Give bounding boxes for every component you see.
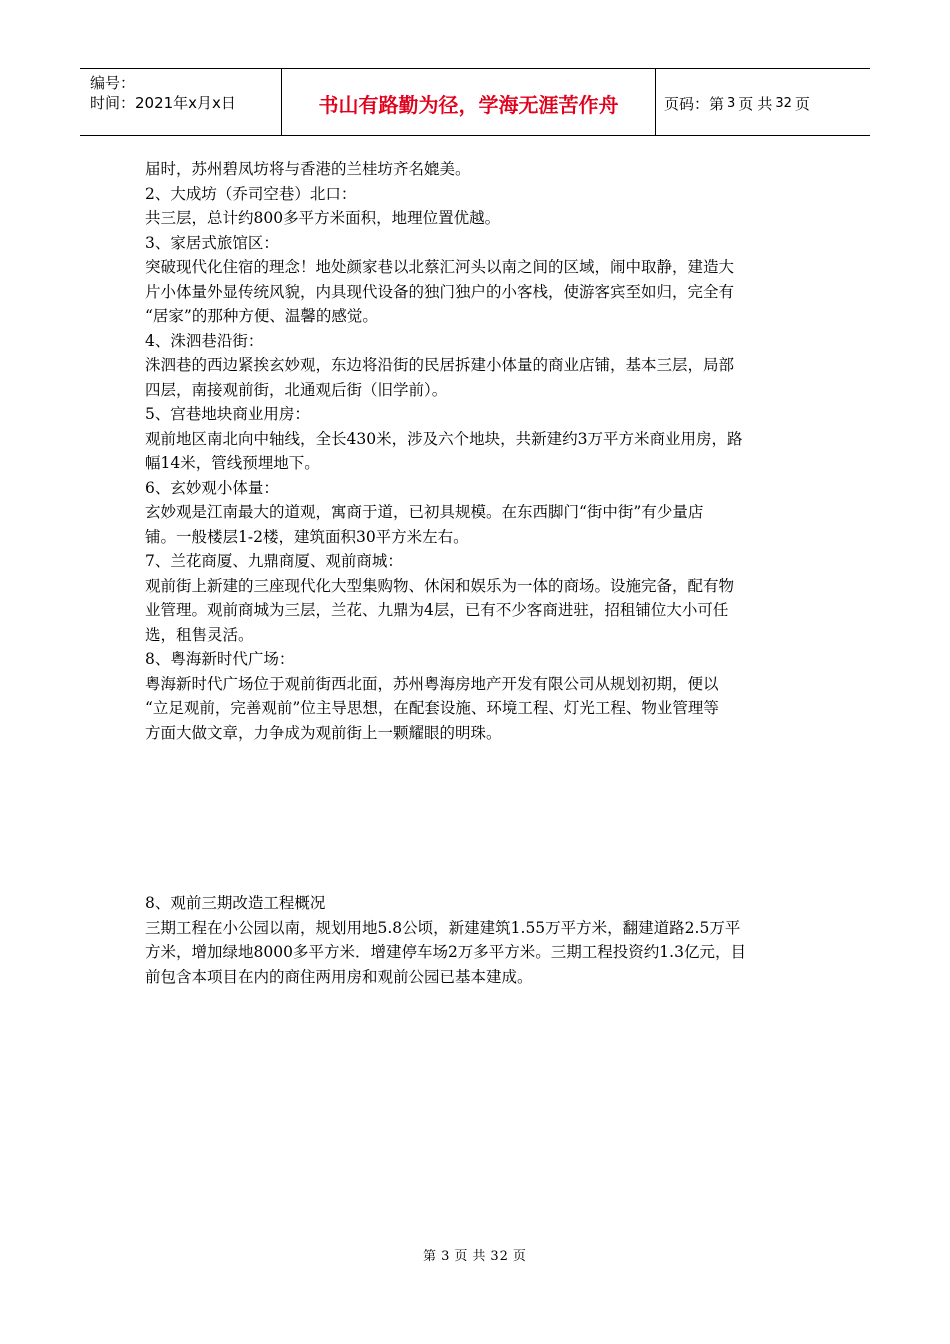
text-line: 观前地区南北向中轴线，全长430米，涉及六个地块，共新建约3万平方米商业用房，路 [145,429,743,448]
header-page-current: 3 [727,95,736,111]
text-line: 共三层，总计约800多平方米面积，地理位置优越。 [145,209,501,227]
body-section-2 [145,891,805,989]
blank-gap [145,745,805,891]
header-page-prefix: 页码：第 [664,94,725,113]
document-body [145,157,805,989]
text-line: 方米，增加绿地8000多平方米．增建停车场2万多平方米。三期工程投资约1.3亿元，目 [145,943,746,961]
text-line: 观前街上新建的三座现代化大型集购物、休闲和娱乐为一体的商场。设施完备，配有物 [145,576,735,595]
text-line: 6、玄妙观小体量： [145,478,279,497]
text-line: 5、宫巷地块商业用房： [145,405,310,423]
text-line: 片小体量外显传统风貌，内具现代设备的独门独户的小客栈，使游客宾至如归，完全有 [145,282,735,301]
header-page-indicator [656,69,870,135]
page-footer [0,1245,950,1264]
text-line: 粤海新时代广场位于观前街西北面，苏州粤海房地产开发有限公司从规划初期，便以 [145,674,719,693]
document-time-label: 时间：2021年x月x日 [90,94,236,112]
text-line: 洙泗巷的西边紧挨玄妙观，东边将沿街的民居拆建小体量的商业店铺，基本三层，局部 [145,356,735,374]
footer-total: 32 [490,1249,509,1264]
header-page-total-prefix: 共 [757,94,773,113]
text-line: “居家”的那种方便、温馨的感觉。 [145,307,378,325]
footer-mid: 页 [454,1249,469,1264]
text-line: 2、大成坊（乔司空巷）北口： [145,184,357,203]
text-line: 前包含本项目在内的商住两用房和观前公园已基本建成。 [145,967,533,986]
text-line: 四层，南接观前街，北通观后街（旧学前）。 [145,380,448,399]
text-line: 届时，苏州碧凤坊将与香港的兰桂坊齐名媲美。 [145,160,471,178]
header-motto: 书山有路勤为径，学海无涯苦作舟 [318,92,619,117]
header-motto-cell [282,69,656,135]
text-line: “立足观前，完善观前”位主导思想，在配套设施、环境工程、灯光工程、物业管理等 [145,699,719,717]
header-meta [80,69,282,135]
header-page-suffix: 页 [794,94,810,113]
header-page-mid: 页 [738,94,754,113]
footer-suffix: 页 [512,1249,527,1264]
page-header [80,68,870,136]
text-line: 方面大做文章，力争成为观前街上一颗耀眼的明珠。 [145,723,502,742]
text-line: 玄妙观是江南最大的道观，寓商于道，已初具规模。在东西脚门“街中街”有少量店 [145,503,704,521]
footer-current: 3 [441,1249,451,1264]
text-line: 8、观前三期改造工程概况 [145,894,326,912]
text-line: 3、家居式旅馆区： [145,233,279,252]
text-line: 7、兰花商厦、九鼎商厦、观前商城： [145,552,403,570]
text-line: 三期工程在小公园以南，规划用地5.8公顷，新建建筑1.55万平方米，翻建道路2.5万平 [145,918,741,937]
text-line: 8、粤海新时代广场： [145,650,295,668]
text-line: 业管理。观前商城为三层，兰花、九鼎为4层，已有不少客商进驻，招租铺位大小可任 [145,601,729,619]
text-line: 4、洙泗巷沿街： [145,331,264,350]
text-line: 幅14米，管线预埋地下。 [145,454,320,472]
document-number-label: 编号： [90,74,136,92]
text-line: 选，租售灵活。 [145,625,254,644]
header-page-total: 32 [775,95,792,111]
body-section-1 [145,157,805,745]
footer-total-prefix: 共 [472,1249,487,1264]
text-line: 突破现代化住宿的理念！地处颜家巷以北蔡汇河头以南之间的区域，闹中取静，建造大 [145,258,735,276]
footer-prefix: 第 [423,1249,438,1264]
text-line: 铺。一般楼层1-2楼，建筑面积30平方米左右。 [145,527,469,546]
